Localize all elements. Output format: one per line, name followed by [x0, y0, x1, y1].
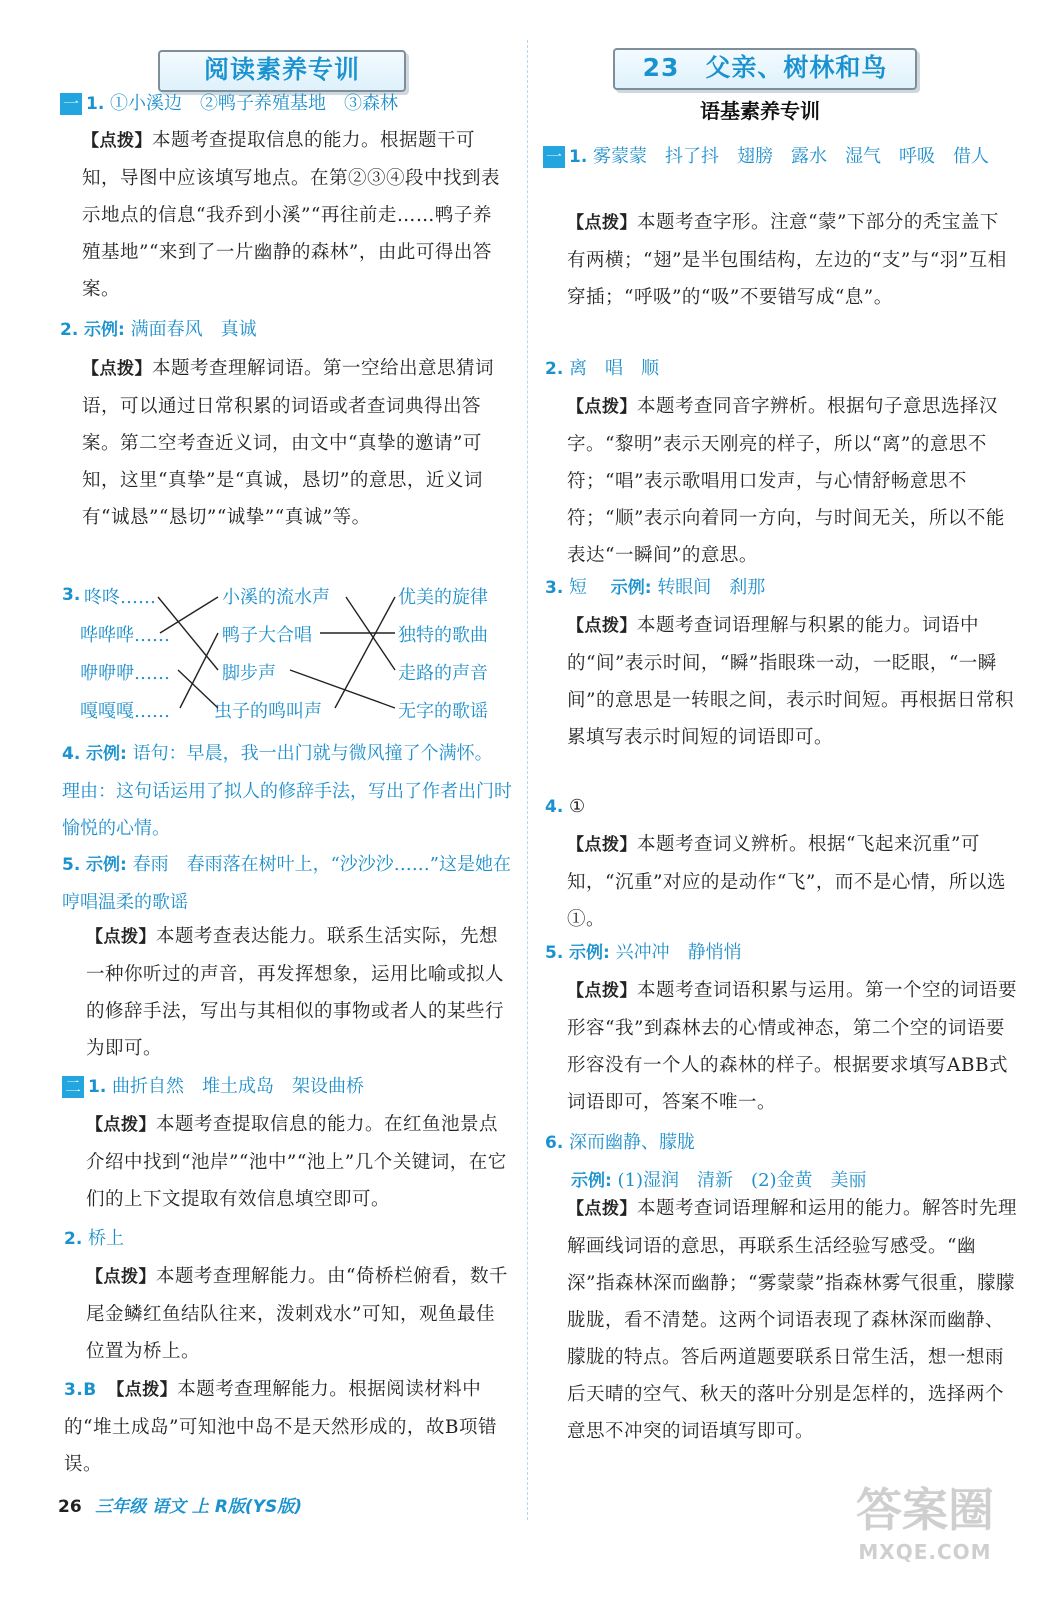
left-s1-q2-answer: 2. 示例: 满面春风 真诚 — [60, 319, 257, 340]
match-mid-item: 小溪的流水声 — [222, 587, 330, 608]
match-left-item: 嘎嘎嘎…… — [80, 701, 170, 722]
page-footer — [58, 1492, 302, 1517]
right-q5-tip: 【点拨】本题考查词语积累与运用。第一个空的词语要形容“我”到森林去的心情或神态，第二个空的词语要形容没有一个人的森林的样子。根据要求填写ABB式词语即可，答案不唯一。 — [567, 980, 1017, 1113]
right-q1-tip: 【点拨】本题考查字形。注意“蒙”下部分的秃宝盖下有两横；“翅”是半包围结构，左边的“支”与“羽”互相穿插；“呼吸”的“吸”不要错写成“息”。 — [567, 212, 1007, 308]
right-q4-tip: 【点拨】本题考查词义辨析。根据“飞起来沉重”可知，“沉重”对应的是动作“飞”，而不是心情，所以选①。 — [567, 834, 1006, 930]
match-left-item: 咚咚…… — [84, 587, 156, 608]
left-s1-q1-answer: 一 1. ①小溪边 ②鸭子养殖基地 ③森林 — [60, 92, 520, 116]
book-title: 三年级 语文 上 R版(YS版) — [95, 1497, 303, 1517]
section-banner-reading: 阅读素养专训 — [158, 50, 406, 92]
match-right-item: 走路的声音 — [398, 663, 488, 684]
right-q2-answer: 2. 离 唱 顺 — [545, 358, 660, 379]
left-s2-q2-tip: 【点拨】本题考查理解能力。由“倚桥栏俯看，数千尾金鳞红鱼结队往来，泼刺戏水”可知，观鱼最佳位置为桥上。 — [86, 1266, 508, 1362]
match-left-item: 咿咿咿…… — [80, 663, 170, 684]
match-right-item: 独特的歌曲 — [398, 625, 488, 646]
right-q6-tip: 【点拨】本题考查词语理解和运用的能力。解答时先理解画线词语的意思，再联系生活经验写感受。“幽深”指森林深而幽静；“雾蒙蒙”指森林雾气很重，朦朦胧胧，看不清楚。这两个词语表现了森林深而幽静、朦胧的特点。答后两道题要联系日常生活，想一想雨后天晴的空气、秋天的落叶分别是怎样的，选择两个意思不冲突的词语填写即可。 — [567, 1198, 1017, 1442]
watermark-logo: 答案圈 MXQE.COM — [856, 1483, 994, 1564]
left-s2-q1-answer: 二 1. 曲折自然 堆土成岛 架设曲桥 — [62, 1075, 522, 1099]
left-s1-q5-tip: 【点拨】本题考查表达能力。联系生活实际，先想一种你听过的声音，再发挥想象，运用比喻或拟人的修辞手法，写出与其相似的事物或者人的某些行为即可。 — [86, 926, 505, 1059]
match-mid-item: 鸭子大合唱 — [222, 625, 312, 646]
subsection-heading: 语基素养专训 — [700, 99, 820, 123]
left-s2-q3-tip: 3.B 【点拨】本题考查理解能力。根据阅读材料中的“堆土成岛”可知池中岛不是天然形成的，故B项错误。 — [64, 1379, 498, 1475]
left-s2-q1-tip: 【点拨】本题考查提取信息的能力。在红鱼池景点介绍中找到“池岸”“池中”“池上”几个关键词，在它们的上下文提取有效信息填空即可。 — [86, 1114, 507, 1210]
right-q6-answer: 6. 深而幽静、朦胧 示例: (1)湿润 清新 (2)金黄 美丽 — [545, 1132, 867, 1191]
left-s2-q2-answer: 2. 桥上 — [64, 1228, 125, 1249]
match-left-item: 哗哗哗…… — [80, 625, 170, 646]
left-s1-q5-answer: 5. 示例: 春雨 春雨落在树叶上，“沙沙沙……”这是她在哼唱温柔的歌谣 — [62, 854, 511, 913]
section-one-icon: 一 — [543, 146, 565, 168]
lesson-title-banner: 23 父亲、树林和鸟 — [613, 48, 917, 90]
left-s1-q2-tip: 【点拨】本题考查理解词语。第一空给出意思猜词语，可以通过日常积累的词语或者查词典得出答案。第二空考查近义词，由文中“真挚的邀请”可知，这里“真挚”是“真诚，恳切”的意思，近义词有“诚恳”“恳切”“诚挚”“真诚”等。 — [82, 358, 495, 528]
right-q4-answer: 4. ① — [545, 796, 586, 817]
left-s1-q4-answer: 4. 示例: 语句：早晨，我一出门就与微风撞了个满怀。 理由：这句话运用了拟人的修辞手法，写出了作者出门时愉悦的心情。 — [62, 743, 512, 839]
right-q2-tip: 【点拨】本题考查同音字辨析。根据句子意思选择汉字。“黎明”表示天刚亮的样子，所以“离”的意思不符；“唱”表示歌唱用口发声，与心情舒畅意思不符；“顺”表示向着同一方向，与时间无关，所以不能表达“一瞬间”的意思。 — [567, 396, 1005, 566]
right-q3-tip: 【点拨】本题考查词语理解与积累的能力。词语中的“间”表示时间，“瞬”指眼珠一动，一眨眼，“一瞬间”的意思是一转眼之间，表示时间短。再根据日常积累填写表示时间短的词语即可。 — [567, 615, 1014, 748]
match-right-item: 优美的旋律 — [398, 587, 488, 608]
right-q5-answer: 5. 示例: 兴冲冲 静悄悄 — [545, 942, 742, 963]
left-s1-q1-tip: 【点拨】本题考查提取信息的能力。根据题干可知，导图中应该填写地点。在第②③④段中找到表示地点的信息“我乔到小溪”“再往前走……鸭子养殖基地”“来到了一片幽静的森林”，由此可得出答案。 — [82, 130, 501, 300]
match-right-item: 无字的歌谣 — [398, 701, 488, 722]
matching-lines — [0, 0, 525, 760]
right-q3-answer: 3. 短 示例: 转眼间 刹那 — [545, 577, 766, 598]
right-q1-answer: 一 1. 雾蒙蒙 抖了抖 翅膀 露水 湿气 呼吸 借人 — [543, 138, 1013, 176]
match-mid-item: 脚步声 — [222, 663, 276, 684]
section-two-icon: 二 — [62, 1076, 84, 1098]
column-divider — [527, 40, 528, 1520]
match-mid-item: 虫子的鸣叫声 — [214, 701, 322, 722]
section-one-icon: 一 — [60, 93, 82, 115]
page-number: 26 — [58, 1497, 82, 1517]
